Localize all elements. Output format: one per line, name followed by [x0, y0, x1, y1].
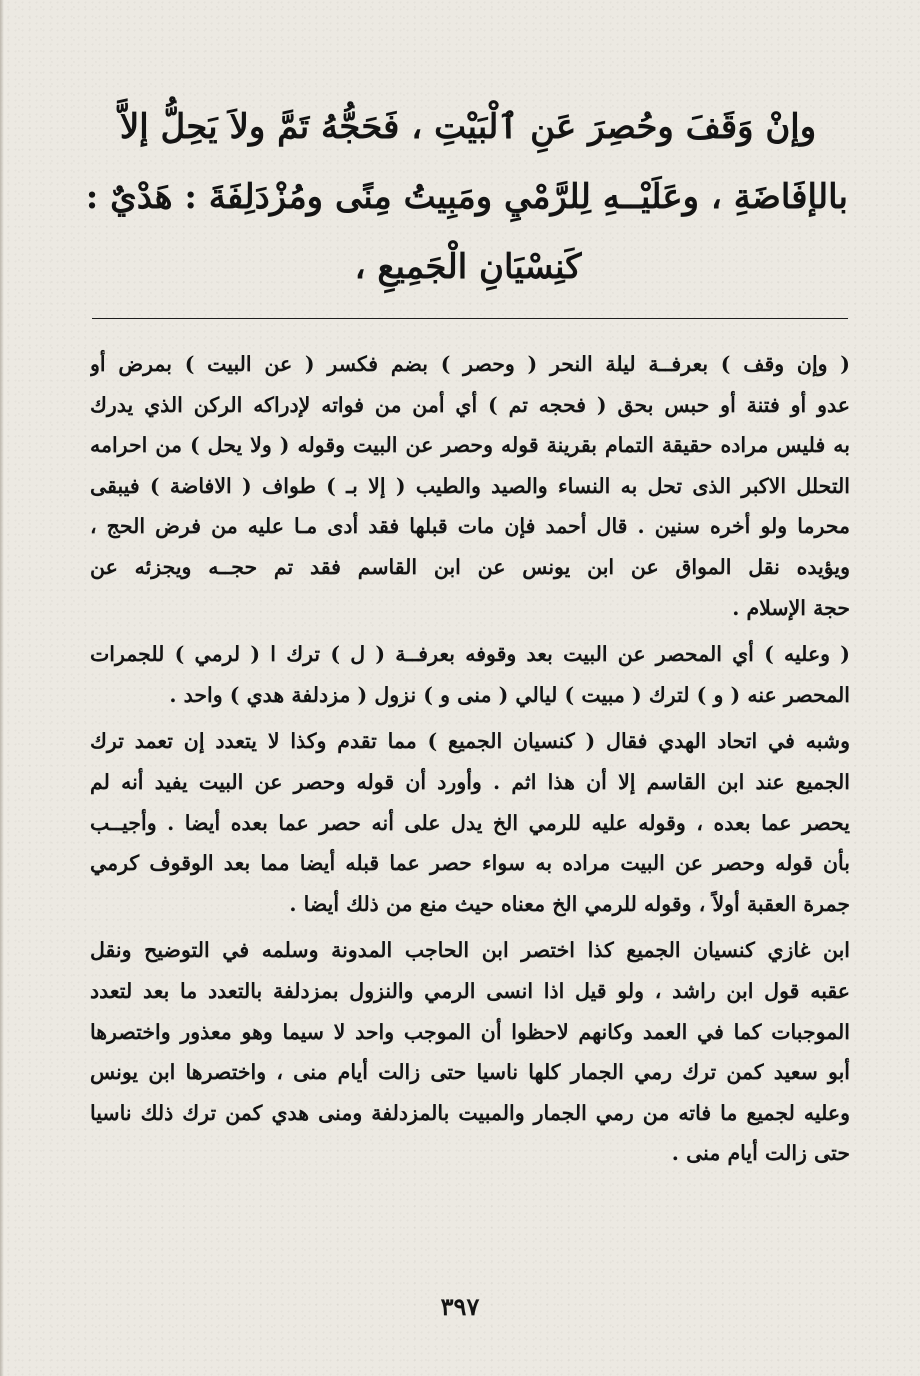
- text-line: يحصر عما بعده ، وقوله عليه للرمي الخ يدل على أنه حصر عما بعده أيضا . وأجيــب: [90, 810, 850, 835]
- text-line: وشبه في اتحاد الهدي فقال ( كنسيان الجميع ) مما تقدم وكذا لا يتعدد إن تعمد ترك: [90, 729, 850, 754]
- verse-line: بالإفَاضَةِ ، وعَلَيْــهِ لِلرَّمْيِ ومَبِيتُ مِنًى ومُزْدَلِفَةَ : هَدْيٌ :: [85, 177, 848, 217]
- text-line: التحلل الاكبر الذى تحل به النساء والصيد والطيب ( إلا بـ ) طواف ( الافاضة ) فيبقى: [90, 473, 850, 498]
- page-number: ٣٩٧: [440, 1292, 480, 1321]
- text-line: حتى زالت أيام منى .: [671, 1141, 850, 1166]
- text-line: محرما ولو أخره سنين . قال أحمد فإن مات قبلها فقد أدى مـا عليه من فرض الحج ،: [90, 514, 850, 539]
- text-line: عدو أو فتنة أو حبس بحق ( فحجه تم ) أي أمن من فواته لإدراكه الركن الذي يدرك: [90, 392, 850, 417]
- text-line: ( وإن وقف ) بعرفــة ليلة النحر ( وحصر ) بضم فكسر ( عن البيت ) بمرض أو: [90, 352, 850, 376]
- section-divider: [92, 318, 848, 319]
- page-edge-shadow: [0, 0, 4, 1376]
- text-line: الجميع عند ابن القاسم إلا أن هذا اثم . وأورد أن قوله وحصر عن البيت يفيد أنه لم: [90, 769, 850, 794]
- verse-line: كَنِسْيَانِ الْجَمِيعِ ،: [354, 247, 582, 287]
- text-line: ابن غازي كنسيان الجميع كذا اختصر ابن الحاجب المدونة وسلمه في التوضيح ونقل: [90, 938, 850, 963]
- commentary: [90, 344, 850, 1180]
- commentary-paragraph: [90, 930, 850, 1174]
- commentary-paragraph: [90, 634, 850, 715]
- text-line: أبو سعيد كمن ترك رمي الجمار كلها ناسيا حتى زالت أيام منى ، واختصرها ابن يونس: [90, 1060, 850, 1085]
- text-line: به فليس مراده حقيقة التمام بقرينة قوله وحصر عن البيت وقوله ( ولا يحل ) من احرامه: [90, 433, 850, 458]
- verse-line: وإنْ وَقَفَ وحُصِرَ عَنِ ٱلْبَيْتِ ، فَحَجُّهُ تَمَّ ولاَ يَحِلُّ إلاَّ: [119, 107, 817, 147]
- commentary-paragraph: [90, 721, 850, 924]
- text-line: ( وعليه ) أي المحصر عن البيت بعد وقوفه بعرفــة ( ل ) ترك ا ( لرمي ) للجمرات: [90, 642, 850, 667]
- text-line: بأن قوله وحصر عن البيت مراده به سواء حصر عما قبله أيضا مما بعد الوقوف كرمي: [90, 851, 850, 876]
- text-line: المحصر عنه ( و ) لترك ( مبيت ) ليالي ( منى و ) نزول ( مزدلفة هدي ) واحد .: [169, 682, 850, 707]
- text-line: ويؤيده نقل المواق عن ابن يونس عن ابن القاسم فقد تم حجــه ويجزئه عن: [90, 554, 850, 579]
- text-line: عقبه قول ابن راشد ، ولو قيل اذا انسى الرمي والنزول بمزدلفة بالتعدد ما بعد لتعدد: [90, 978, 850, 1003]
- text-line: حجة الإسلام .: [732, 595, 850, 620]
- text-line: جمرة العقبة أولاً ، وقوله للرمي الخ معناه حيث منع من ذلك أيضا .: [289, 891, 850, 916]
- commentary-paragraph: [90, 344, 850, 628]
- matn-verse: [85, 92, 848, 302]
- text-line: وعليه لجميع ما فاته من رمي الجمار والمبيت بالمزدلفة ومنى هدي كمن ترك ذلك ناسيا: [90, 1100, 850, 1125]
- text-line: الموجبات كما في العمد وكانهم لاحظوا أن الموجب واحد لا سيما وهو معذور واختصرها: [90, 1019, 850, 1044]
